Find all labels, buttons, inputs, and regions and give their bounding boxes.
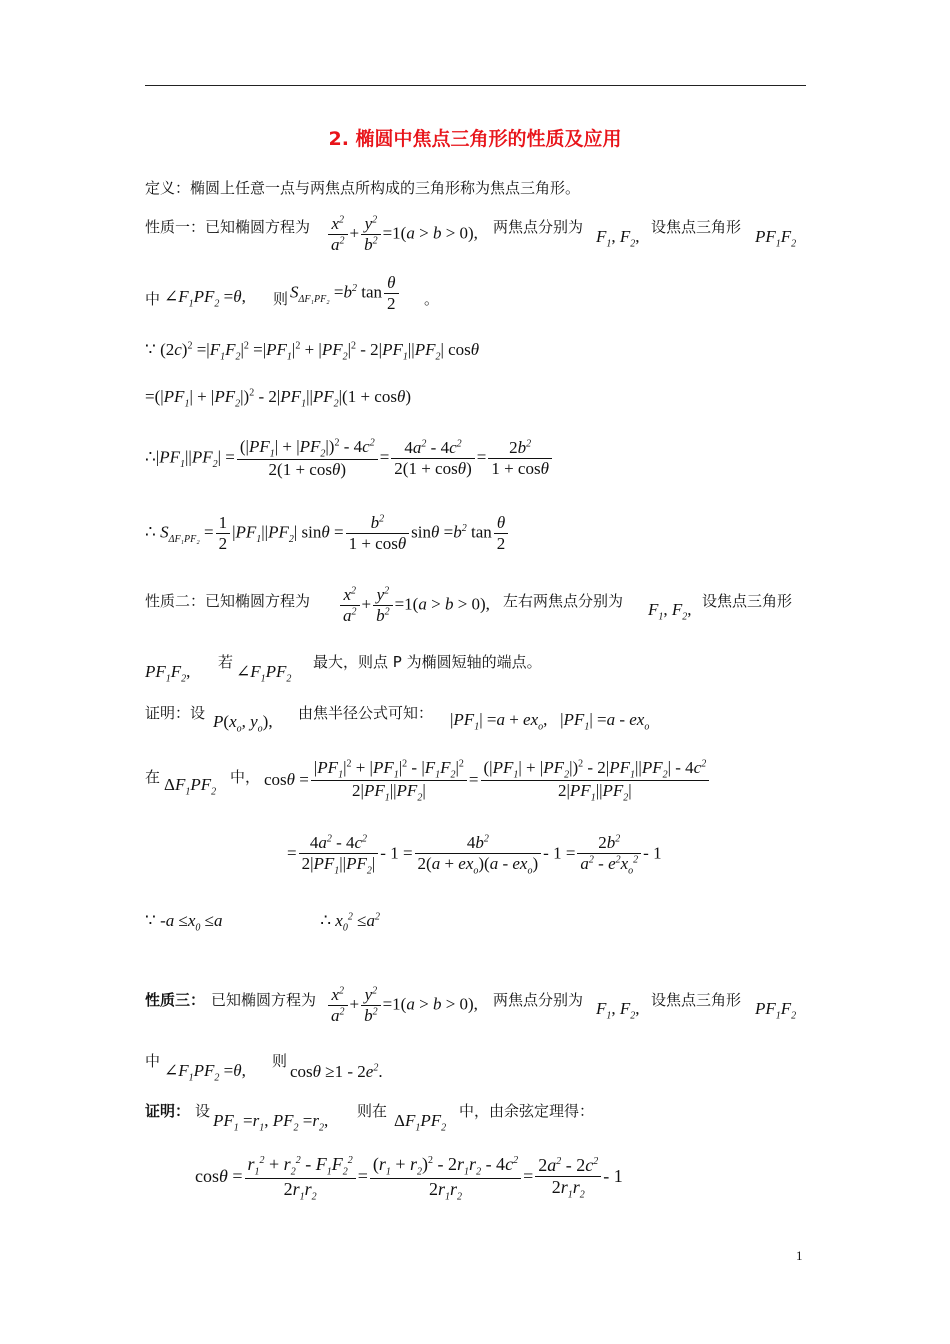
prop3-proof-c: 中，由余弦定理得： (459, 1102, 595, 1120)
prop3-proof-label: 证明： (145, 1102, 191, 1120)
prop2-label: 性质二：已知椭圆方程为 (145, 592, 311, 610)
prop1-triangle: $PF_1F_2$ (755, 227, 797, 250)
prop3-proof-b: 则在 (357, 1102, 388, 1120)
prop1-angle-condition: $\angle F_1PF_2 =\theta$, (164, 287, 246, 310)
page-title: 2. 椭圆中焦点三角形的性质及应用 (328, 128, 622, 150)
prop1-area-formula: $S_{\Delta F_1PF_2} =b^2$ tan $\frac{\theta}{2}$ (290, 273, 401, 314)
prop3-angle-condition: $\angle F_1PF_2 =\theta$, (164, 1061, 246, 1084)
prop1-proof-line4: ∴ $S_{\Delta F_1PF_2}$ = $\frac{1}{2}$ $|PF_1||PF_2|$ sinθ = $\frac{b^2}{1 + \cos\theta}$ $\sin\theta =b^2$ tan $\frac{\theta}{2}$ (145, 513, 510, 554)
prop2-proof-a: 证明：设 (145, 704, 206, 722)
prop3-end: 设焦点三角形 (651, 991, 742, 1009)
prop2-focal-radius: $|PF_1| =a + ex_o$, $|PF_1| =a - ex_o$ (450, 710, 650, 733)
prop2-line2-b: 最大，则点 P 为椭圆短轴的端点。 (313, 653, 542, 671)
header-rule (145, 85, 806, 86)
prop1-line2-a: 中 (145, 290, 161, 308)
prop3-ellipse-equation: $\frac{x^2}{a^2}$ + $\frac{y^2}{b^2}$ =1(a > b > 0), (326, 985, 478, 1026)
prop1-period: 。 (424, 290, 440, 308)
prop1-proof-line3: $\therefore|PF_1||PF_2|$ = $\frac{(|PF_1| + |PF_2|)^2 - 4c^2}{2(1 + \cos\theta)}$ = $\frac{4a^2 - 4c^2}{2(1 + \cos\theta)}$ = $\frac{2b^2}{1 + \cos\theta}$ (145, 437, 554, 480)
prop2-ellipse-equation: $\frac{x^2}{a^2}$ + $\frac{y^2}{b^2}$ =1(a > b > 0), (338, 585, 490, 626)
definition-text: 定义：椭圆上任意一点与两焦点所构成的三角形称为焦点三角形。 (145, 179, 581, 197)
prop3-proof-a: 设 (195, 1102, 211, 1120)
prop2-point: $P(x_o$, $y_o$), (213, 712, 273, 735)
prop2-in-b: 中， (230, 768, 261, 786)
prop3-triangle: $PF_1F_2$ (755, 999, 797, 1022)
prop2-proof-b: 由焦半径公式可知： (298, 704, 434, 722)
prop1-foci: $F_1$, $F_2$, (596, 227, 640, 250)
prop3-radii: $PF_1 =r_1$, $PF_2 =r_2$, (213, 1111, 329, 1134)
prop2-triangle: $PF_1F_2$, (145, 662, 191, 685)
prop3-claim: $\cos\theta \ge 1 - 2e^2$. (290, 1062, 383, 1081)
prop2-cos-line2: = $\frac{4a^2 - 4c^2}{2|PF_1||PF_2|}$ - 1 = $\frac{4b^2}{2(a + ex_o)(a - ex_o)}$ - 1 = $\frac{2b^2}{a^2 - e^2x_o^2}$ - 1 (287, 833, 662, 877)
prop1-label: 性质一：已知椭圆方程为 (145, 218, 311, 236)
prop1-mid: 两焦点分别为 (493, 218, 584, 236)
prop2-in-a: 在 (145, 768, 161, 786)
page-number: 1 (796, 1248, 803, 1263)
prop3-triangle-symbol: $\Delta F_1PF_2$ (394, 1111, 447, 1134)
prop2-angle: $\angle F_1PF_2$ (236, 662, 292, 685)
prop2-range: ∵ $-a \le x_0 \le a$ ∴ $x_0^2 \le a^2$ (145, 911, 380, 934)
prop1-ellipse-equation: $\frac{x^2}{a^2}$ + $\frac{y^2}{b^2}$ =1(a > b > 0), (326, 214, 478, 255)
prop3-line2-b: 则 (272, 1052, 288, 1070)
prop3-mid: 两焦点分别为 (493, 991, 584, 1009)
prop2-mid: 左右两焦点分别为 (503, 592, 624, 610)
prop2-foci: $F_1$, $F_2$, (648, 600, 692, 623)
prop3-line2-a: 中 (145, 1052, 161, 1070)
prop3-label-rest: 已知椭圆方程为 (211, 991, 317, 1009)
prop1-line2-b: 则 (273, 290, 289, 308)
prop2-cos-line1: cosθ = $\frac{|PF_1|^2 + |PF_1|^2 - |F_1F_2|^2}{2|PF_1||PF_2|}$ = $\frac{(|PF_1| + |PF_2|)^2 - 2|PF_1||PF_2| - 4c^2}{2|PF_1||PF_2|}$ (264, 758, 711, 804)
prop1-proof-line2: $=(|PF_1| + |PF_2|)^2 - 2|PF_1||PF_2|(1 + \cos\theta)$ (145, 387, 412, 410)
prop2-end: 设焦点三角形 (702, 592, 793, 610)
prop3-label: 性质三： (145, 991, 206, 1009)
prop2-triangle-symbol: $\Delta F_1PF_2$ (164, 775, 217, 798)
prop2-line2-a: 若 (218, 653, 234, 671)
prop3-foci: $F_1$, $F_2$, (596, 999, 640, 1022)
prop1-proof-line1: ∵ $(2c)^2 =|F_1F_2|^2 =|PF_1|^2 + |PF_2|^2 - 2|PF_1||PF_2|$ cosθ (145, 340, 480, 363)
prop1-end: 设焦点三角形 (651, 218, 742, 236)
prop3-cos-derivation: cosθ = $\frac{r_1^2 + r_2^2 - F_1F_2^2}{2r_1r_2}$ = $\frac{(r_1 + r_2)^2 - 2r_1r_2 - 4c^2}{2r_1r_2}$ = $\frac{2a^2 - 2c^2}{2r_1r_2}$ - 1 (195, 1154, 623, 1203)
